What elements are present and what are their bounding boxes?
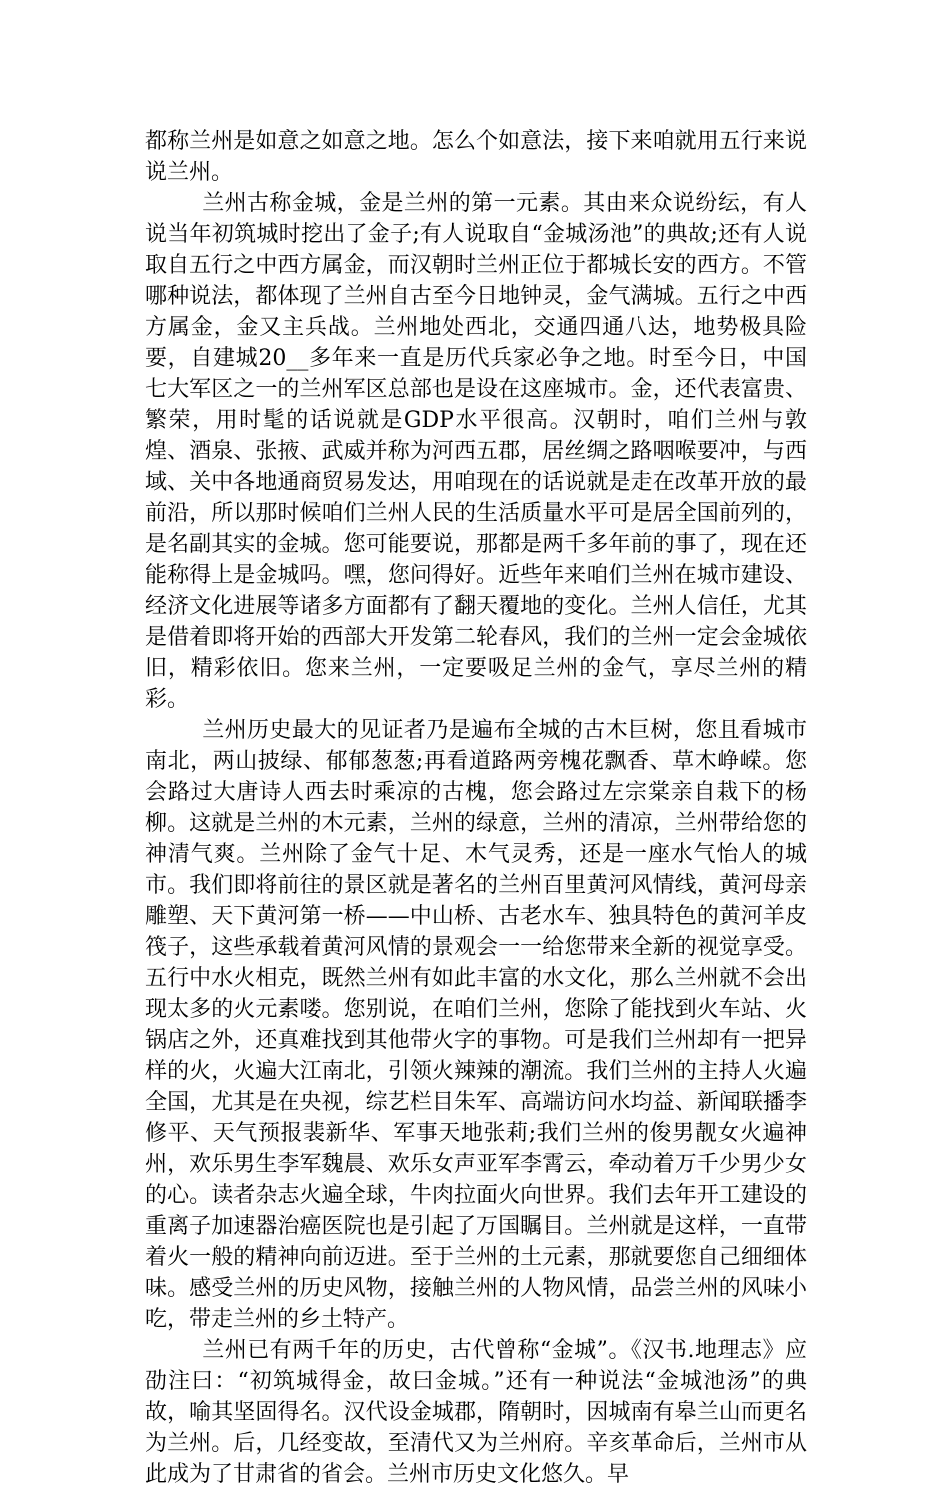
paragraph-1: 都称兰州是如意之如意之地。怎么个如意法，接下来咱就用五行来说说兰州。	[145, 129, 807, 185]
paragraph-3: 兰州历史最大的见证者乃是遍布全城的古木巨树，您且看城市南北，两山披绿、郁郁葱葱;再看道路两旁槐花飘香、草木峥嵘。您会路过大唐诗人西去时乘凉的古槐，您会路过左宗棠亲自栽下的杨柳。这就是兰州的木元素，兰州的绿意，兰州的清凉，兰州带给您的神清气爽。兰州除了金气十足、木气灵秀，还是一座水气怡人的城市。我们即将前往的景区就是著名的兰州百里黄河风情线，黄河母亲雕塑、天下黄河第一桥——中山桥、古老水车、独具特色的黄河羊皮筏子，这些承载着黄河风情的景观会一一给您带来全新的视觉享受。五行中水火相克，既然兰州有如此丰富的水文化，那么兰州就不会出现太多的火元素喽。您别说，在咱们兰州，您除了能找到火车站、火锅店之外，还真难找到其他带火字的事物。可是我们兰州却有一把异样的火，火遍大江南北，引领火辣辣的潮流。我们兰州的主持人火遍全国，尤其是在央视，综艺栏目朱军、高端访问水均益、新闻联播李修平、天气预报裴新华、军事天地张莉;我们兰州的俊男靓女火遍神州，欢乐男生李军魏晨、欢乐女声亚军李霄云，牵动着万千少男少女的心。读者杂志火遍全球，牛肉拉面火向世界。我们去年开工建设的重离子加速器治癌医院也是引起了万国瞩目。兰州就是这样，一直带着火一般的精神向前迈进。至于兰州的土元素，那就要您自己细细体味。感受兰州的历史风物，接触兰州的人物风情，品尝兰州的风味小吃，带走兰州的乡土特产。	[145, 718, 807, 1332]
document-page	[145, 126, 807, 1490]
paragraph-4: 兰州已有两千年的历史，古代曾称“金城”。《汉书.地理志》应劭注曰：“初筑城得金，故曰金城。”还有一种说法“金城池汤”的典故，喻其坚固得名。汉代设金城郡，隋朝时，因城南有皋兰山而更名为兰州。后，几经变故，至清代又为兰州府。辛亥革命后，兰州市从此成为了甘肃省的省会。兰州市历史文化悠久。早	[145, 1338, 807, 1487]
paragraph-2: 兰州古称金城，金是兰州的第一元素。其由来众说纷纭，有人说当年初筑城时挖出了金子;有人说取自“金城汤池”的典故;还有人说取自五行之中西方属金，而汉朝时兰州正位于都城长安的西方。不管哪种说法，都体现了兰州自古至今日地钟灵，金气满城。五行之中西方属金，金又主兵战。兰州地处西北，交通四通八达，地势极具险要，自建城20__多年来一直是历代兵家必争之地。时至今日，中国七大军区之一的兰州军区总部也是设在这座城市。金，还代表富贵、繁荣，用时髦的话说就是GDP水平很高。汉朝时，咱们兰州与敦煌、酒泉、张掖、武威并称为河西五郡，居丝绸之路咽喉要冲，与西域、关中各地通商贸易发达，用咱现在的话说就是走在改革开放的最前沿，所以那时候咱们兰州人民的生活质量水平可是居全国前列的，是名副其实的金城。您可能要说，那都是两千多年前的事了，现在还能称得上是金城吗。嘿，您问得好。近些年来咱们兰州在城市建设、经济文化进展等诸多方面都有了翻天覆地的变化。兰州人信任，尤其是借着即将开始的西部大开发第二轮春风，我们的兰州一定会金城依旧，精彩依旧。您来兰州，一定要吸足兰州的金气，享尽兰州的精彩。	[145, 191, 807, 712]
